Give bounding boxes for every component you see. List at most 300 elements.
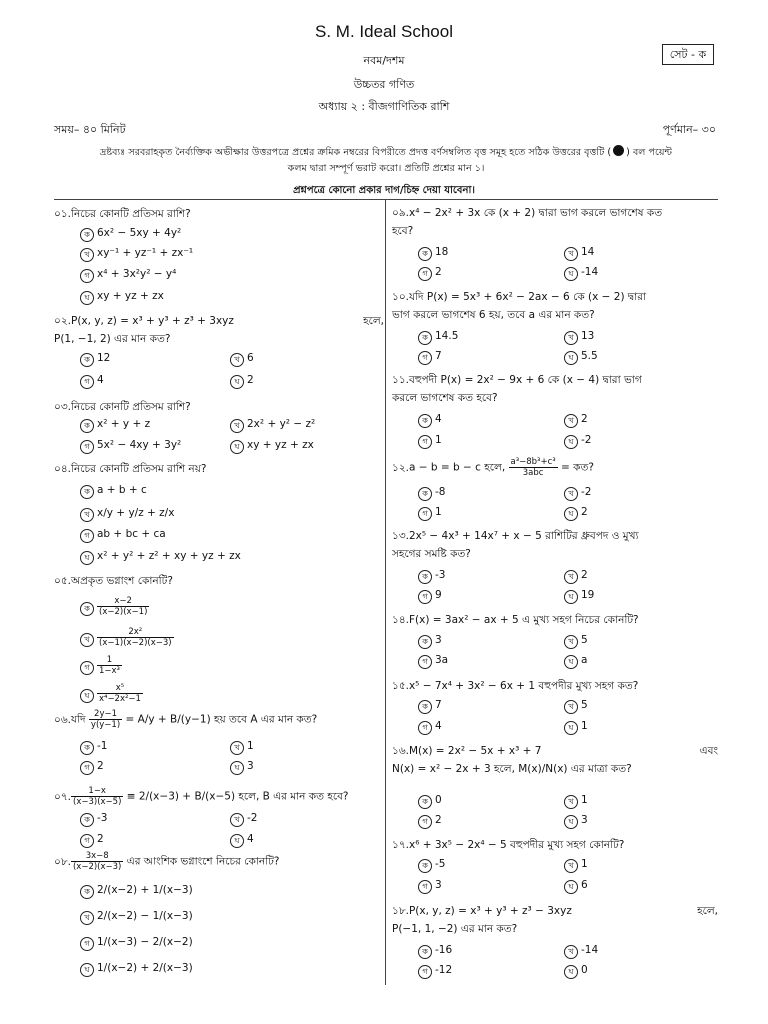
option-label-circle[interactable]: ক (80, 228, 94, 242)
option-label-circle[interactable]: ক (80, 813, 94, 827)
option-value: -2 (247, 812, 258, 824)
option-value: 2/(x−2) + 1/(x−3) (97, 884, 193, 896)
question-number: ১৮. (392, 905, 409, 917)
option-গ[interactable] (80, 437, 181, 454)
option-ঘ[interactable] (80, 960, 193, 977)
question-text: x⁵ − 7x⁴ + 3x² − 6x + 1 বহুপদীর মুখ্য সহগ কত? (408, 680, 639, 692)
option-ক[interactable] (80, 350, 110, 367)
question-17 (392, 836, 718, 854)
option-value: 2x² + y² − z² (247, 418, 316, 430)
option-label-circle[interactable]: ক (418, 795, 432, 809)
option-খ[interactable] (564, 328, 594, 345)
option-value: a + b + c (97, 484, 147, 496)
note-line1-end: বল পয়েন্ট (632, 147, 673, 158)
option-label-circle[interactable]: ক (80, 741, 94, 755)
option-value: -2 (581, 434, 592, 446)
option-value: 4 (435, 413, 442, 425)
question-number: ০১. (54, 208, 71, 220)
option-value: -12 (435, 964, 453, 976)
question-text-line2: হবে? (392, 225, 414, 237)
option-value: -16 (435, 944, 453, 956)
option-value: 7 (435, 350, 442, 362)
question-number: ১১. (392, 374, 409, 386)
option-label-circle[interactable]: ক (80, 353, 94, 367)
option-গ[interactable] (418, 877, 442, 894)
option-value: 3 (247, 760, 254, 772)
option-label-circle[interactable]: ক (418, 859, 432, 873)
question-text: = কত? (561, 461, 594, 474)
option-label-circle[interactable]: গ (418, 815, 432, 829)
set-box: সেট - ক (662, 44, 714, 65)
question-text: 2x⁵ − 4x³ + 14x⁷ + x − 5 রাশিটির ধ্রুবপদ ও মুখ্য (408, 530, 639, 542)
option-value: x/y + y/z + z/x (97, 507, 175, 519)
option-value: 2 (435, 814, 442, 826)
option-ক[interactable] (418, 632, 442, 649)
option-ঘ[interactable] (80, 683, 143, 704)
option-গ[interactable] (80, 655, 122, 676)
question-text: যদি P(x) = 5x³ + 6x² − 2ax − 6 কে (x − 2) দ্বারা (408, 291, 647, 303)
option-value: 13 (581, 330, 595, 342)
question-number: ১৫. (392, 680, 409, 692)
option-ক[interactable] (418, 244, 448, 261)
option-গ[interactable] (418, 264, 442, 281)
question-9 (392, 204, 718, 240)
question-number: ১৪. (392, 614, 409, 626)
question-number: ০৬. (54, 713, 71, 726)
question-fraction (89, 709, 122, 730)
option-ঘ[interactable] (564, 348, 598, 365)
option-label-circle[interactable]: গ (80, 440, 94, 454)
option-value: xy⁻¹ + yz⁻¹ + zx⁻¹ (97, 247, 194, 259)
option-label-circle[interactable]: খ (564, 487, 578, 501)
option-value: 2 (247, 374, 254, 386)
option-label-circle[interactable]: ক (80, 485, 94, 499)
question-text-line2: ভাগ করলে ভাগশেষ 6 হয়, তবে a এর মান কত? (392, 309, 595, 321)
option-label-circle[interactable]: খ (564, 331, 578, 345)
question-text: P(x, y, z) = x³ + y³ + z³ − 3xyz (408, 905, 572, 917)
option-label-circle[interactable]: ঘ (80, 291, 94, 305)
question-text-end: হলে, (363, 315, 384, 327)
question-text: M(x) = 2x² − 5x + x³ + 7 (408, 745, 542, 757)
option-fraction (97, 596, 149, 617)
question-text: x⁴ − 2x² + 3x কে (x + 2) দ্বারা ভাগ করলে ভাগশেষ কত (408, 207, 663, 219)
question-text: F(x) = 3ax² − ax + 5 এ মুখ্য সহগ নিচের কোনটি? (408, 614, 639, 626)
option-value: 2 (435, 266, 442, 278)
option-ক[interactable] (80, 596, 149, 617)
option-ঘ[interactable] (564, 962, 588, 979)
option-ক[interactable] (418, 942, 452, 959)
option-label-circle[interactable]: ঘ (564, 590, 578, 604)
option-ঘ[interactable] (80, 548, 241, 565)
option-value: 14.5 (435, 330, 459, 342)
option-গ[interactable] (418, 504, 442, 521)
option-label-circle[interactable]: ঘ (80, 689, 94, 703)
option-label-circle[interactable]: ঘ (564, 267, 578, 281)
option-value: 2 (97, 760, 104, 772)
option-খ[interactable] (564, 567, 588, 584)
option-label-circle[interactable]: খ (564, 414, 578, 428)
option-label-circle[interactable]: ক (418, 414, 432, 428)
option-value: -2 (581, 486, 592, 498)
option-গ[interactable] (418, 432, 442, 449)
option-value: 3 (435, 879, 442, 891)
option-label-circle[interactable]: গ (80, 834, 94, 848)
question-text-pre: যদি (71, 713, 89, 726)
question-fraction-denominator: y(y−1) (90, 720, 121, 730)
question-text-end: এবং (699, 745, 718, 757)
option-value: 1/(x−3) − 2/(x−2) (97, 936, 193, 948)
option-ঘ[interactable] (564, 504, 588, 521)
question-fraction-numerator: a³−8b³+c³ (510, 457, 556, 467)
question-number: ০২. (54, 315, 71, 327)
option-value: 1 (435, 506, 442, 518)
option-label-circle[interactable]: খ (564, 795, 578, 809)
warning-text: প্রশ্নপত্রে কোনো প্রকার দাগ/চিহ্ন দেয়া যাবেনা। (293, 185, 475, 196)
option-ক[interactable] (80, 482, 147, 499)
option-label-circle[interactable]: খ (564, 635, 578, 649)
option-value: ab + bc + ca (97, 528, 166, 540)
option-খ[interactable] (230, 350, 254, 367)
option-label-circle[interactable]: গ (418, 880, 432, 894)
option-ক[interactable] (80, 225, 181, 242)
option-ক[interactable] (418, 856, 445, 873)
option-খ[interactable] (564, 632, 588, 649)
option-ক[interactable] (418, 792, 442, 809)
option-label-circle[interactable]: ঘ (564, 965, 578, 979)
instruction-note: দ্রষ্টব্যঃ সরবরাহকৃত নৈর্ব্যক্তিক অভীক্ষার উত্তরপত্রে প্রশ্নের ক্রমিক নম্বরের বিপরীতে প্রদত্ত বর্ণসম্বলিত বৃত্ত সমূহ হতে সঠিক উত্তরের বৃত্তটি ( ) বল পয়েন্ট কলম দ্বারা সম্পূর্ণ ভরাট করো। প্রতিটি প্রশ্নের মান ১। (99, 147, 673, 174)
question-fraction-denominator: (x−2)(x−3) (72, 862, 122, 872)
option-label-circle[interactable]: ক (80, 419, 94, 433)
option-value: 5x² − 4xy + 3y² (97, 439, 182, 451)
option-ক[interactable] (418, 484, 445, 501)
question-fraction (71, 786, 123, 807)
option-label-circle[interactable]: ঘ (80, 963, 94, 977)
option-গ[interactable] (418, 348, 442, 365)
option-label-circle[interactable]: ঘ (230, 440, 244, 454)
question-number: ১২. (392, 461, 409, 474)
option-label-circle[interactable]: খ (564, 945, 578, 959)
option-খ[interactable] (80, 908, 193, 925)
option-value: -14 (581, 944, 599, 956)
option-value: 14 (581, 246, 595, 258)
option-value: 9 (435, 589, 442, 601)
question-text: নিচের কোনটি প্রতিসম রাশি নয়? (70, 463, 207, 475)
option-label-circle[interactable]: ঘ (564, 655, 578, 669)
option-value: 3 (435, 634, 442, 646)
option-value: -5 (435, 858, 446, 870)
option-label-circle[interactable]: ক (418, 247, 432, 261)
option-value: 5 (581, 699, 588, 711)
option-label-circle[interactable]: ঘ (564, 435, 578, 449)
question-3 (54, 398, 384, 416)
option-খ[interactable] (564, 244, 594, 261)
option-ঘ[interactable] (564, 264, 598, 281)
question-10 (392, 288, 718, 324)
option-label-circle[interactable]: ঘ (230, 761, 244, 775)
option-value: x⁴ + 3x²y² − y⁴ (97, 268, 177, 280)
option-fraction-denominator: x⁴−2x²−1 (99, 694, 141, 704)
filled-circle-icon (613, 145, 624, 156)
chapter-label: অধ্যায় ২ : বীজগাণিতিক রাশি (318, 100, 450, 113)
option-label-circle[interactable]: খ (80, 633, 94, 647)
question-text-line2: N(x) = x² − 2x + 3 হলে, M(x)/N(x) এর মাত্রা কত? (392, 763, 632, 775)
option-ঘ[interactable] (564, 812, 588, 829)
question-number: ১৭. (392, 839, 409, 851)
question-number: ০৫. (54, 575, 71, 587)
option-গ[interactable] (418, 962, 452, 979)
option-গ[interactable] (80, 934, 193, 951)
question-7 (54, 786, 384, 807)
option-value: 2/(x−2) − 1/(x−3) (97, 910, 193, 922)
option-ঘ[interactable] (80, 288, 164, 305)
option-label-circle[interactable]: ক (80, 602, 94, 616)
option-label-circle[interactable]: খ (80, 911, 94, 925)
option-গ[interactable] (418, 652, 448, 669)
note-line1: দ্রষ্টব্যঃ সরবরাহকৃত নৈর্ব্যক্তিক অভীক্ষার উত্তরপত্রে প্রশ্নের ক্রমিক নম্বরের বিপরীতে প্রদত্ত বর্ণসম্বলিত বৃত্ত সমূহ হতে সঠিক উত্তরের বৃত্তটি (99, 147, 605, 158)
question-fraction (509, 457, 558, 478)
option-value: -1 (97, 740, 108, 752)
question-text-end: হলে, (697, 905, 718, 917)
option-value: 7 (435, 699, 442, 711)
option-value: 5 (581, 634, 588, 646)
option-fraction (97, 627, 174, 648)
option-value: 0 (581, 964, 588, 976)
option-value: 12 (97, 352, 111, 364)
option-গ[interactable] (80, 372, 104, 389)
option-fraction-numerator: 1 (97, 655, 122, 666)
option-গ[interactable] (80, 266, 176, 283)
option-value: 3 (581, 814, 588, 826)
question-number: ০৯. (392, 207, 409, 219)
option-খ[interactable] (80, 245, 193, 262)
question-16 (392, 742, 718, 778)
option-label-circle[interactable]: ক (418, 635, 432, 649)
option-value: 4 (435, 720, 442, 732)
option-ক[interactable] (80, 810, 107, 827)
subject-label: উচ্চতর গণিত (353, 78, 415, 91)
option-label-circle[interactable]: গ (418, 435, 432, 449)
option-label-circle[interactable]: ঘ (230, 375, 244, 389)
option-value: x² + y + z (97, 418, 151, 430)
question-number: ০৭. (54, 790, 71, 803)
option-value: 1 (581, 858, 588, 870)
question-18 (392, 902, 718, 938)
question-number: ১৩. (392, 530, 409, 542)
option-label-circle[interactable]: ঘ (564, 351, 578, 365)
option-label-circle[interactable]: গ (80, 269, 94, 283)
option-value: 2 (581, 506, 588, 518)
option-ক[interactable] (418, 697, 442, 714)
option-label-circle[interactable]: ক (80, 885, 94, 899)
option-খ[interactable] (80, 627, 174, 648)
option-ঘ[interactable] (230, 372, 254, 389)
option-fraction (97, 683, 143, 704)
option-value: 5.5 (581, 350, 598, 362)
option-label-circle[interactable]: গ (418, 507, 432, 521)
full-marks-label: পূর্ণমান– ৩০ (662, 123, 716, 136)
question-fraction-denominator: (x−3)(x−5) (73, 797, 122, 807)
question-14 (392, 611, 718, 629)
option-খ[interactable] (564, 484, 591, 501)
option-fraction-denominator: 1−x³ (99, 666, 120, 676)
question-fraction-numerator: 3x−8 (71, 851, 123, 862)
option-value: xy + yz + zx (247, 439, 314, 451)
option-label-circle[interactable]: ক (418, 570, 432, 584)
option-গ[interactable] (418, 587, 442, 604)
option-ঘ[interactable] (564, 432, 591, 449)
option-label-circle[interactable]: খ (230, 741, 244, 755)
question-text-line2: সহগের সমষ্টি কত? (392, 548, 471, 560)
option-গ[interactable] (418, 812, 442, 829)
option-value: -3 (97, 812, 108, 824)
option-ক[interactable] (418, 328, 458, 345)
option-value: -3 (435, 569, 446, 581)
question-number: ০৩. (54, 401, 71, 413)
option-value: -14 (581, 266, 599, 278)
option-খ[interactable] (80, 505, 174, 522)
option-label-circle[interactable]: গ (418, 351, 432, 365)
question-6 (54, 709, 384, 730)
option-label-circle[interactable]: খ (230, 813, 244, 827)
horizontal-rule (54, 199, 718, 200)
option-ঘ[interactable] (230, 758, 254, 775)
option-গ[interactable] (80, 526, 166, 543)
option-fraction-denominator: (x−1)(x−2)(x−3) (99, 638, 172, 648)
option-value: xy + yz + zx (97, 290, 164, 302)
option-label-circle[interactable]: ঘ (564, 880, 578, 894)
question-text: x⁶ + 3x⁵ − 2x⁴ − 5 বহুপদীর মুখ্য সহগ কোনটি? (408, 839, 625, 851)
option-খ[interactable] (564, 792, 588, 809)
option-value: 6x² − 5xy + 4y² (97, 227, 182, 239)
option-value: 3a (435, 654, 449, 666)
option-label-circle[interactable]: ক (418, 487, 432, 501)
option-ঘ[interactable] (230, 437, 314, 454)
option-খ[interactable] (230, 738, 254, 755)
option-label-circle[interactable]: ঘ (230, 834, 244, 848)
question-5 (54, 572, 384, 590)
option-ক[interactable] (80, 416, 150, 433)
option-value: 2 (581, 413, 588, 425)
option-value: 1 (581, 794, 588, 806)
option-label-circle[interactable]: গ (80, 375, 94, 389)
option-label-circle[interactable]: গ (418, 965, 432, 979)
option-খ[interactable] (564, 942, 598, 959)
option-value: 1 (581, 720, 588, 732)
option-label-circle[interactable]: খ (564, 247, 578, 261)
question-text: P(x, y, z) = x³ + y³ + z³ + 3xyz (71, 315, 234, 327)
question-text: ≡ 2/(x−3) + B/(x−5) হলে, B এর মান কত হবে? (126, 790, 349, 803)
question-text: নিচের কোনটি প্রতিসম রাশি? (71, 401, 191, 413)
option-ঘ[interactable] (564, 718, 588, 735)
option-খ[interactable] (564, 856, 588, 873)
question-number: ১০. (392, 291, 409, 303)
option-ঘ[interactable] (564, 877, 588, 894)
option-label-circle[interactable]: ঘ (564, 815, 578, 829)
question-2 (54, 312, 384, 348)
option-খ[interactable] (230, 810, 257, 827)
option-খ[interactable] (564, 411, 588, 428)
option-খ[interactable] (564, 697, 588, 714)
question-fraction (71, 851, 123, 872)
option-label-circle[interactable]: গ (80, 661, 94, 675)
option-value: 2 (97, 833, 104, 845)
option-ক[interactable] (80, 738, 107, 755)
option-fraction (97, 655, 122, 676)
option-label-circle[interactable]: গ (418, 655, 432, 669)
option-label-circle[interactable]: ঘ (564, 721, 578, 735)
option-label-circle[interactable]: খ (80, 508, 94, 522)
option-label-circle[interactable]: খ (564, 570, 578, 584)
option-label-circle[interactable]: ঘ (80, 551, 94, 565)
question-fraction-numerator: 2y−1 (89, 709, 122, 720)
question-number: ১৬. (392, 745, 409, 757)
note-line2: কলম দ্বারা সম্পূর্ণ ভরাট করো। প্রতিটি প্রশ্নের মান ১। (287, 163, 485, 174)
option-value: 0 (435, 794, 442, 806)
option-label-circle[interactable]: গ (418, 590, 432, 604)
option-label-circle[interactable]: গ (80, 761, 94, 775)
option-গ[interactable] (418, 718, 442, 735)
option-value: x² + y² + z² + xy + yz + zx (97, 550, 241, 562)
option-fraction-numerator: x−2 (97, 596, 149, 607)
option-label-circle[interactable]: ক (418, 945, 432, 959)
option-label-circle[interactable]: গ (80, 529, 94, 543)
option-label-circle[interactable]: গ (80, 937, 94, 951)
option-ঘ[interactable] (564, 652, 587, 669)
option-গ[interactable] (80, 758, 104, 775)
question-13 (392, 527, 718, 563)
option-ঘ[interactable] (230, 831, 254, 848)
question-1 (54, 205, 384, 223)
option-value: 1/(x−2) + 2/(x−3) (97, 962, 193, 974)
option-খ[interactable] (230, 416, 315, 433)
question-15 (392, 677, 718, 695)
option-value: -8 (435, 486, 446, 498)
option-label-circle[interactable]: ঘ (564, 507, 578, 521)
option-value: a (581, 654, 588, 666)
question-12 (392, 457, 718, 478)
option-label-circle[interactable]: গ (418, 721, 432, 735)
option-label-circle[interactable]: ক (418, 700, 432, 714)
option-ক[interactable] (418, 567, 445, 584)
question-11 (392, 371, 718, 407)
option-label-circle[interactable]: খ (80, 248, 94, 262)
option-label-circle[interactable]: ক (418, 331, 432, 345)
option-value: 6 (581, 879, 588, 891)
question-text: এর আংশিক ভগ্নাংশে নিচের কোনটি? (126, 855, 280, 868)
question-text: নিচের কোনটি প্রতিসম রাশি? (70, 208, 191, 220)
option-ঘ[interactable] (564, 587, 594, 604)
option-label-circle[interactable]: গ (418, 267, 432, 281)
option-value: 6 (247, 352, 254, 364)
option-ক[interactable] (80, 882, 193, 899)
option-label-circle[interactable]: খ (564, 859, 578, 873)
option-fraction-denominator: (x−2)(x−1) (99, 607, 148, 617)
option-label-circle[interactable]: খ (564, 700, 578, 714)
option-ক[interactable] (418, 411, 442, 428)
question-text-line2: P(−1, 1, −2) এর মান কত? (392, 923, 518, 935)
question-text-line2: P(1, −1, 2) এর মান কত? (54, 333, 171, 345)
question-8 (54, 851, 384, 872)
option-label-circle[interactable]: খ (230, 419, 244, 433)
option-fraction-numerator: 2x² (97, 627, 174, 638)
option-value: 4 (247, 833, 254, 845)
question-4 (54, 460, 384, 478)
option-গ[interactable] (80, 831, 104, 848)
question-text: = A/y + B/(y−1) হয় তবে A এর মান কত? (125, 713, 318, 726)
column-divider (385, 199, 386, 985)
option-label-circle[interactable]: খ (230, 353, 244, 367)
option-value: 1 (435, 434, 442, 446)
